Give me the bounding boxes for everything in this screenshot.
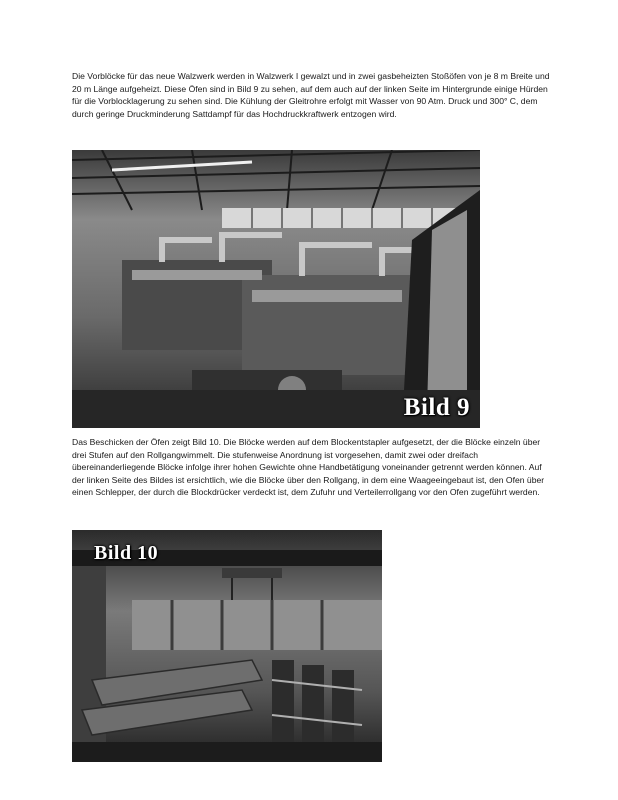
figure-caption: Bild 10 — [94, 542, 159, 564]
figure-caption: Bild 9 — [403, 394, 470, 421]
photo-furnace-hall — [72, 150, 480, 428]
paragraph-loading: Das Beschicken der Öfen zeigt Bild 10. Die Blöcke werden auf dem Blockentstapler aufgesetzt, der die Blöcke einzeln über drei Stufen auf den Rollgangwimmelt. Die stufenweise Anordnung ist vorgesehen, damit zwei oder dreifach übereinanderliegende Blöcke infolge ihrer hohen Gewichte ohne Handbetätigung voneinander getrennt werden können. Auf der linken Seite des Bildes ist ersichtlich, wie die Blöcke über den Rollgang, in dem eine Waageeingebaut ist, den Ofen über einen Schlepper, der durch die Blockdrücker verdeckt ist, dem Zufuhr und Verteilerrollgang vor den Ofen zugeführt werden. — [72, 437, 545, 498]
paragraph-intro: Die Vorblöcke für das neue Walzwerk werden in Walzwerk I gewalzt und in zwei gasbeheizten Stoßöfen von je 8 m Breite und 20 m Länge aufgeheizt. Diese Öfen sind in Bild 9 zu sehen, auf dem auch auf der linken Seite im Hintergrunde einige Hürden für die Vorblocklagerung zu sehen sind. Die Kühlung der Gleitrohre erfolgt mit Wasser von 90 Atm. Druck und 300° C, dem durch geringe Druckminderung Sattdampf für das Hochdruckkraftwerk entzogen wird. — [72, 71, 550, 119]
photo-furnace-charging — [72, 530, 382, 762]
